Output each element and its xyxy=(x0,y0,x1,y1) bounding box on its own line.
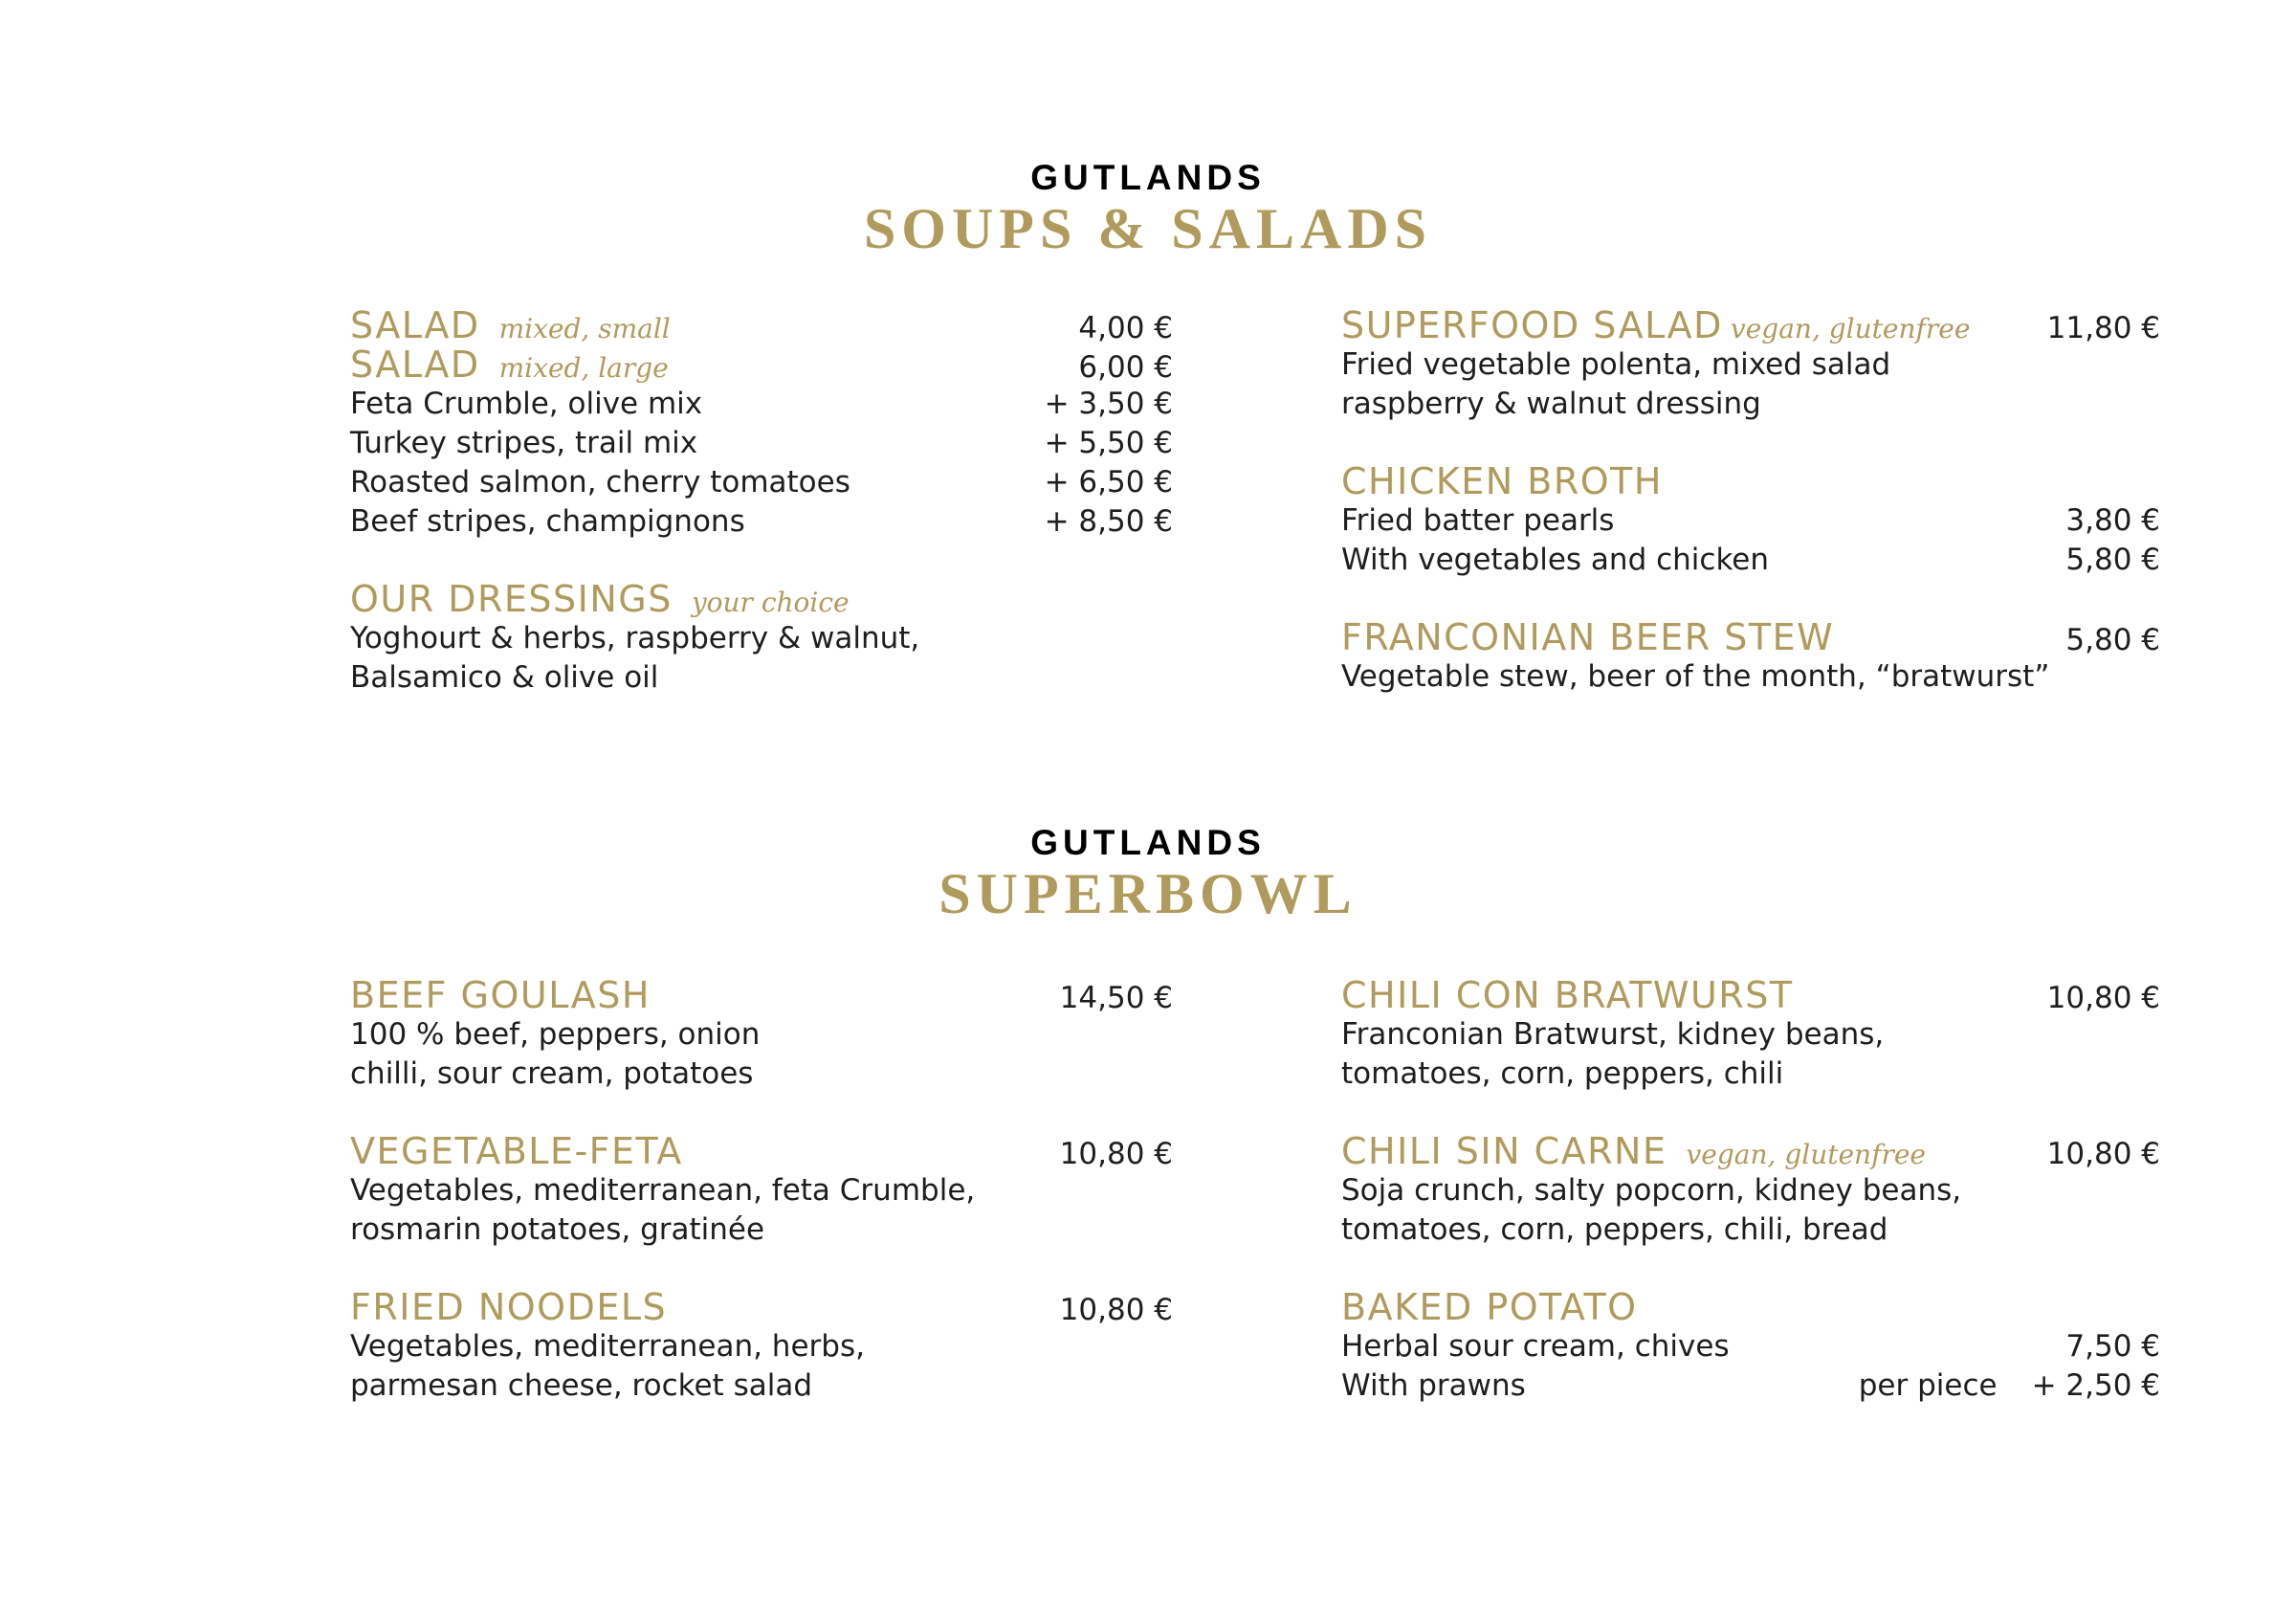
description-line: raspberry & walnut dressing xyxy=(1341,387,1761,421)
item-price: 14,50 € xyxy=(1059,981,1173,1015)
item-description xyxy=(350,1171,1173,1210)
item-description xyxy=(1341,1015,2160,1055)
addon-row xyxy=(350,424,1173,463)
addon-price: + 8,50 € xyxy=(1044,504,1173,539)
addon-text: Feta Crumble, olive mix xyxy=(350,387,703,421)
section-brand: GUTLANDS xyxy=(1030,823,1266,862)
menu-item-beer-stew xyxy=(1341,618,2160,657)
option-text: Herbal sour cream, chives xyxy=(1341,1329,1730,1364)
item-description xyxy=(350,658,1173,698)
item-price: 11,80 € xyxy=(2046,311,2160,345)
description-line: Franconian Bratwurst, kidney beans, xyxy=(1341,1017,1885,1052)
option-unit: per piece xyxy=(1858,1368,1998,1403)
spacer xyxy=(1341,424,2160,462)
description-line: Vegetables, mediterranean, herbs, xyxy=(350,1329,865,1364)
item-price: 10,80 € xyxy=(1059,1137,1173,1171)
description-line: Vegetable stew, beer of the month, “bratwurst” xyxy=(1341,659,2050,694)
item-description xyxy=(1341,1210,2160,1250)
item-description xyxy=(350,1210,1173,1250)
description-line: parmesan cheese, rocket salad xyxy=(350,1368,812,1403)
item-price: 6,00 € xyxy=(1078,350,1173,385)
section-brand: GUTLANDS xyxy=(1030,158,1266,197)
item-name: CHILI CON BRATWURST xyxy=(1341,974,1794,1016)
description-line: tomatoes, corn, peppers, chili, bread xyxy=(1341,1212,1888,1247)
addon-price: + 3,50 € xyxy=(1044,387,1173,421)
addon-price: + 5,50 € xyxy=(1044,426,1173,460)
item-note: vegan, glutenfree xyxy=(1730,313,1971,344)
spacer xyxy=(350,542,1173,580)
item-name: CHILI SIN CARNE xyxy=(1341,1130,1667,1172)
superbowl-left-column xyxy=(350,976,1173,1406)
spacer xyxy=(1341,1250,2160,1288)
description-line: Yoghourt & herbs, raspberry & walnut, xyxy=(350,621,920,655)
item-price: 5,80 € xyxy=(2065,623,2160,657)
description-line: Soja crunch, salty popcorn, kidney beans, xyxy=(1341,1173,1962,1208)
menu-item-chili-con-bratwurst xyxy=(1341,976,2160,1015)
item-note: vegan, glutenfree xyxy=(1686,1139,1926,1170)
menu-item-chicken-broth xyxy=(1341,462,2160,501)
option-text: With vegetables and chicken xyxy=(1341,543,1770,577)
addon-text: Roasted salmon, cherry tomatoes xyxy=(350,465,850,500)
description-line: Vegetables, mediterranean, feta Crumble, xyxy=(350,1173,976,1208)
spacer xyxy=(350,1250,1173,1288)
option-price: + 2,50 € xyxy=(2031,1368,2160,1403)
item-description xyxy=(350,1366,1173,1406)
description-line: 100 % beef, peppers, onion xyxy=(350,1017,761,1052)
item-price: 10,80 € xyxy=(2046,981,2160,1015)
item-price: 10,80 € xyxy=(1059,1293,1173,1327)
option-row xyxy=(1341,541,2160,580)
item-name: VEGETABLE-FETA xyxy=(350,1130,683,1172)
description-line: rosmarin potatoes, gratinée xyxy=(350,1212,765,1247)
option-text: Fried batter pearls xyxy=(1341,503,1615,538)
item-note: mixed, large xyxy=(498,352,669,384)
soups-salads-left-column xyxy=(350,306,1173,698)
option-row xyxy=(1341,501,2160,541)
item-name: FRIED NOODELS xyxy=(350,1286,668,1328)
item-name: OUR DRESSINGS xyxy=(350,578,673,620)
spacer xyxy=(1341,1094,2160,1132)
item-name: CHICKEN BROTH xyxy=(1341,460,1663,502)
menu-item-dressings xyxy=(350,580,1173,619)
section-title: SUPERBOWL xyxy=(938,862,1358,925)
spacer xyxy=(350,1094,1173,1132)
item-description xyxy=(350,1015,1173,1055)
item-price: 10,80 € xyxy=(2046,1137,2160,1171)
item-description xyxy=(1341,385,2160,424)
menu-item-beef-goulash xyxy=(350,976,1173,1015)
item-description xyxy=(350,1055,1173,1094)
item-description xyxy=(350,619,1173,658)
option-row xyxy=(1341,1366,2160,1406)
item-description xyxy=(1341,1055,2160,1094)
description-line: Balsamico & olive oil xyxy=(350,660,659,695)
item-name: SALAD xyxy=(350,304,480,346)
item-description xyxy=(1341,345,2160,385)
item-name: BEEF GOULASH xyxy=(350,974,651,1016)
item-description xyxy=(1341,1171,2160,1210)
description-line: Fried vegetable polenta, mixed salad xyxy=(1341,347,1891,382)
superbowl-right-column xyxy=(1341,976,2160,1406)
item-name: FRANCONIAN BEER STEW xyxy=(1341,616,1835,658)
menu-item-salad-small xyxy=(350,306,1173,345)
menu-item-superfood-salad xyxy=(1341,306,2160,345)
addon-text: Beef stripes, champignons xyxy=(350,504,745,539)
menu-item-vegetable-feta xyxy=(350,1132,1173,1171)
item-name: SUPERFOOD SALAD xyxy=(1341,304,1723,346)
item-name: SALAD xyxy=(350,344,480,386)
item-description xyxy=(350,1327,1173,1366)
item-name: BAKED POTATO xyxy=(1341,1286,1638,1328)
item-price: 4,00 € xyxy=(1078,311,1173,345)
item-description xyxy=(1341,657,2160,697)
menu-item-fried-noodels xyxy=(350,1288,1173,1327)
option-row xyxy=(1341,1327,2160,1366)
description-line: tomatoes, corn, peppers, chili xyxy=(1341,1056,1784,1091)
description-line: chilli, sour cream, potatoes xyxy=(350,1056,754,1091)
option-price: 7,50 € xyxy=(2065,1329,2160,1364)
option-price: 5,80 € xyxy=(2065,543,2160,577)
addon-text: Turkey stripes, trail mix xyxy=(350,426,698,460)
item-note: mixed, small xyxy=(498,313,671,344)
menu-item-salad-large xyxy=(350,345,1173,385)
spacer xyxy=(1341,580,2160,618)
menu-item-chili-sin-carne xyxy=(1341,1132,2160,1171)
section-title: SOUPS & SALADS xyxy=(863,197,1433,260)
option-price: 3,80 € xyxy=(2065,503,2160,538)
addon-row xyxy=(350,463,1173,502)
soups-salads-right-column xyxy=(1341,306,2160,697)
menu-item-baked-potato xyxy=(1341,1288,2160,1327)
item-note: your choice xyxy=(691,587,850,618)
addon-price: + 6,50 € xyxy=(1044,465,1173,500)
addon-row xyxy=(350,502,1173,542)
addon-row xyxy=(350,385,1173,424)
option-text: With prawns xyxy=(1341,1368,1526,1403)
